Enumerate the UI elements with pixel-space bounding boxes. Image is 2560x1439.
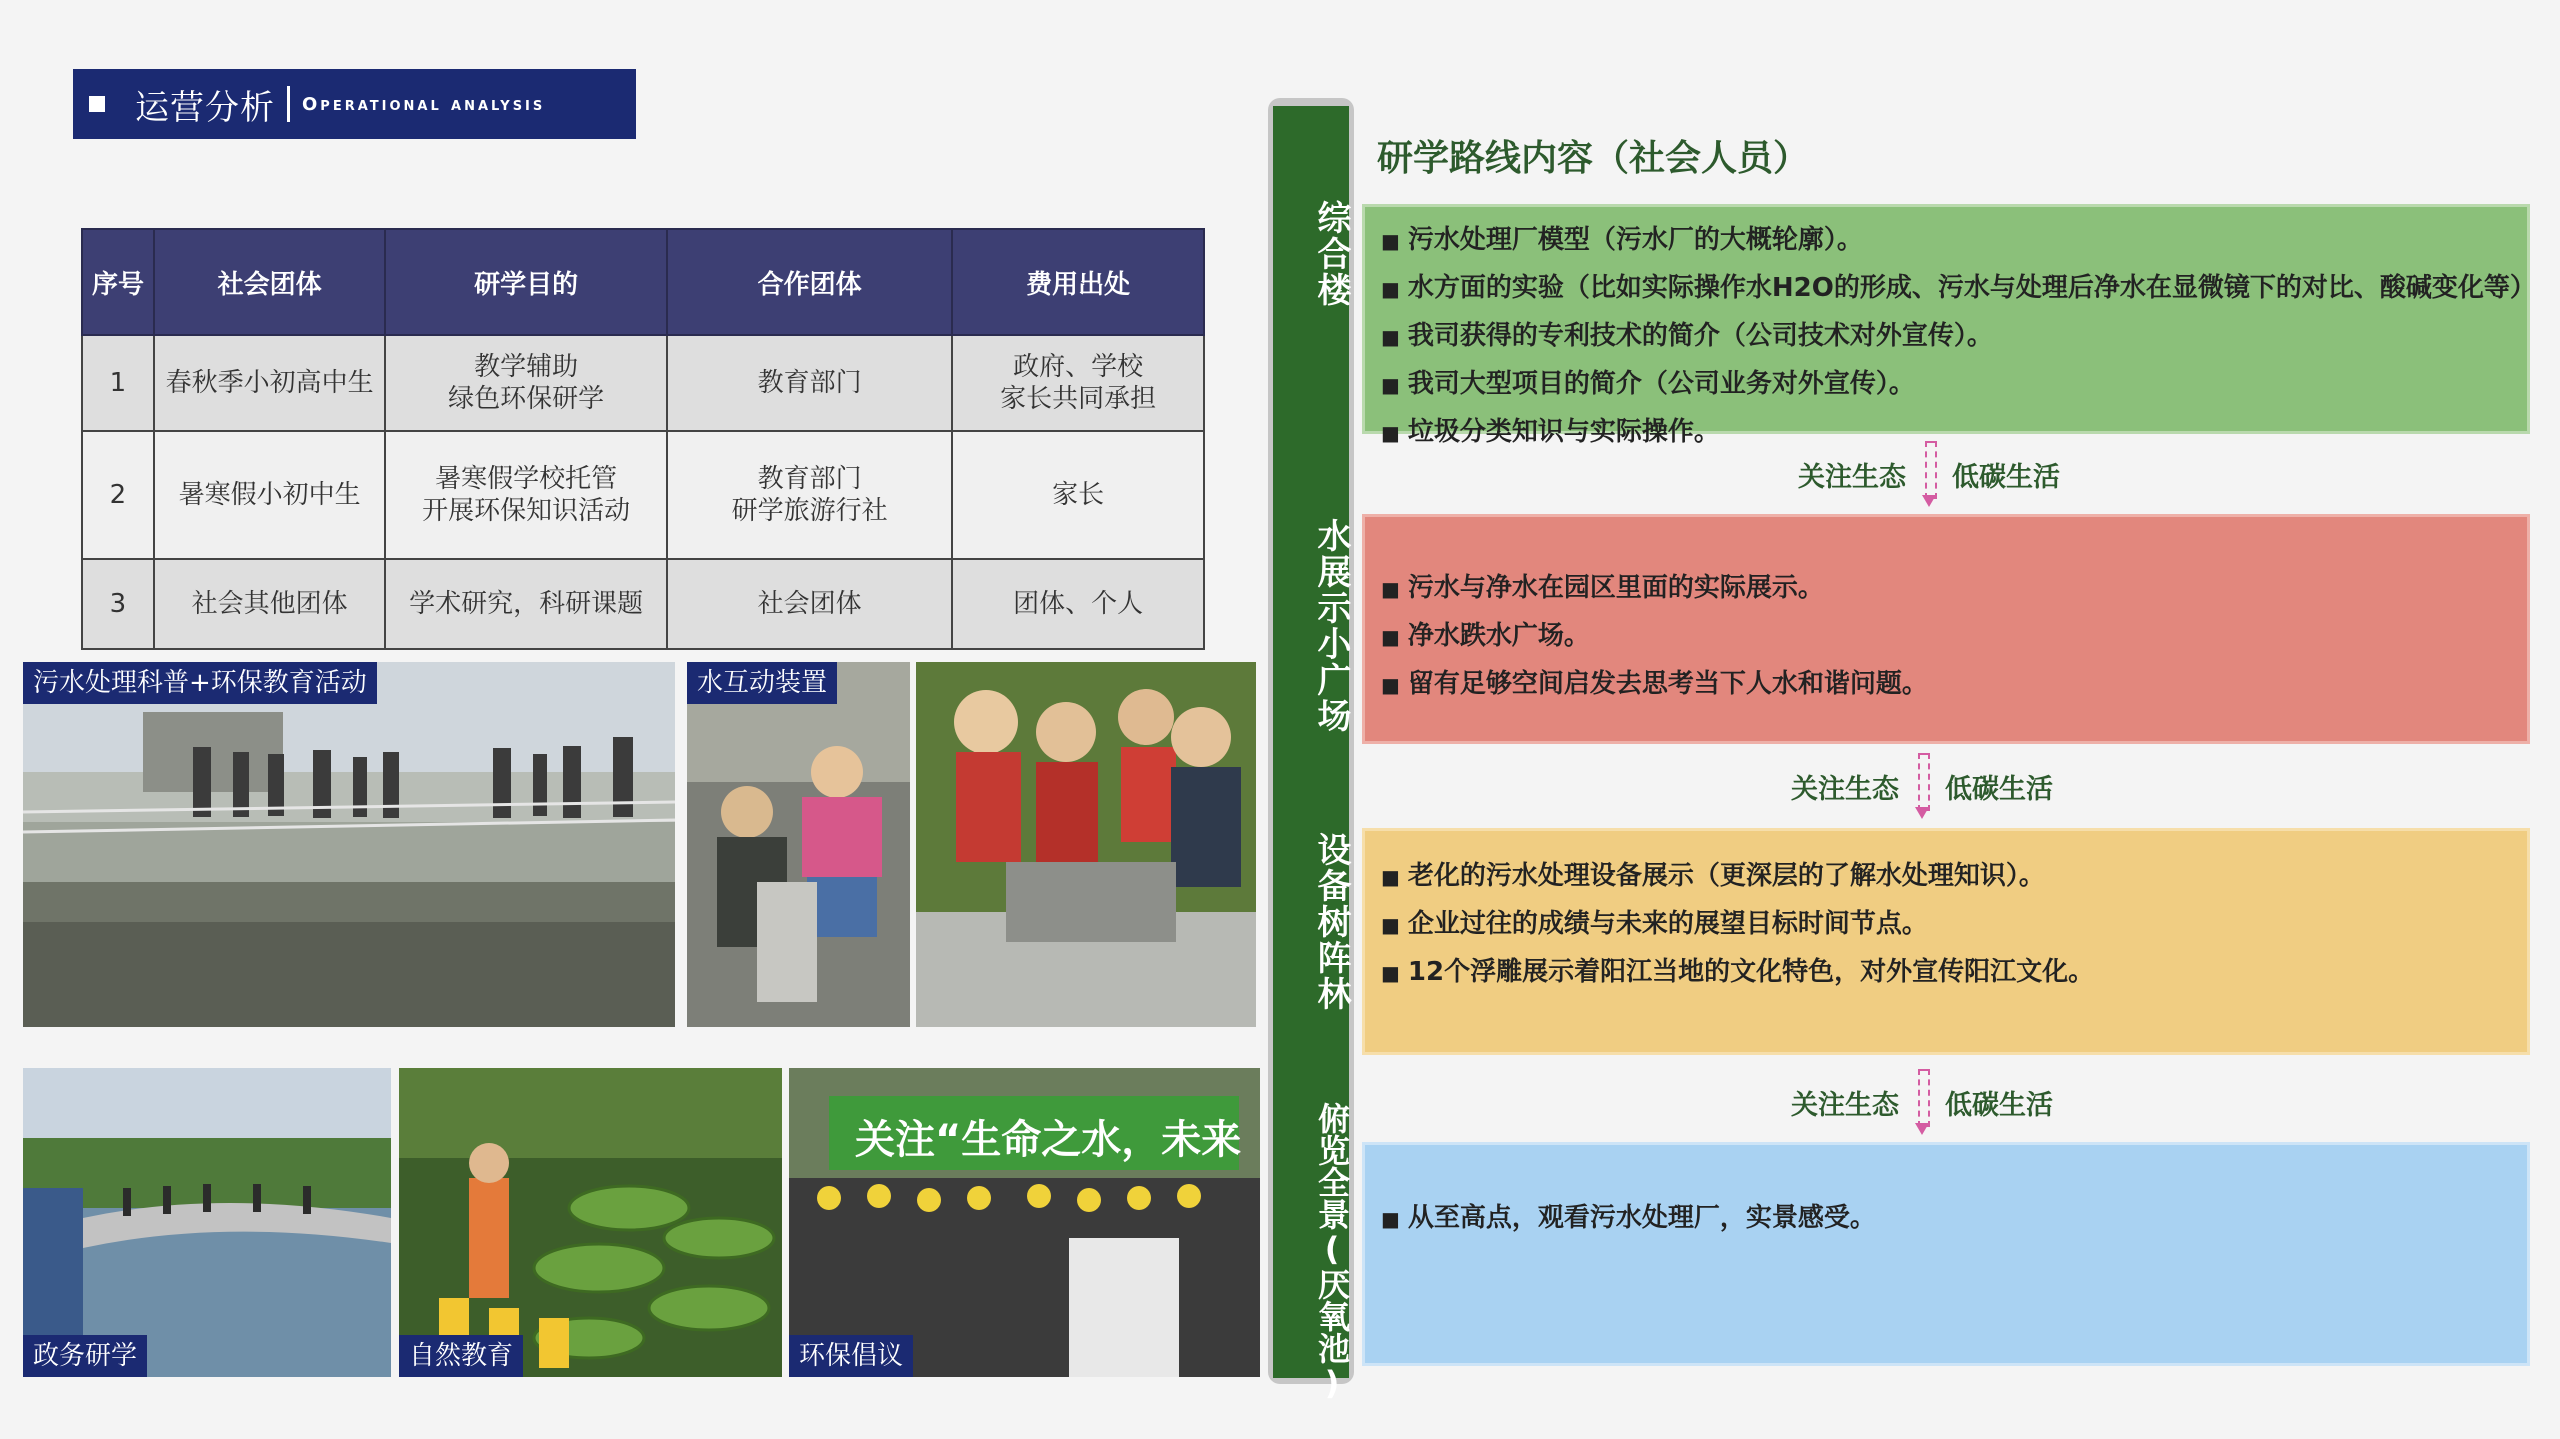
- girls-water-image: [916, 662, 1256, 1027]
- stop-label-building: 综合楼: [1311, 200, 1351, 308]
- list-item: ■ 我司获得的专利技术的简介（公司技术对外宣传）。: [1381, 313, 2511, 361]
- table-cell: 学术研究，科研课题: [385, 559, 667, 649]
- table-cell: 政府、学校 家长共同承担: [952, 335, 1204, 431]
- table-cell: 社会其他团体: [154, 559, 386, 649]
- table-cell: 暑寒假学校托管 开展环保知识活动: [385, 431, 667, 559]
- list-item: ■ 从至高点，观看污水处理厂，实景感受。: [1381, 1195, 2511, 1243]
- gov-study-photo: [23, 1068, 391, 1377]
- connector-3: [1791, 1069, 2053, 1135]
- connector-left-text: 关注生态: [1791, 773, 1899, 805]
- page-subtitle: Operational analysis: [302, 93, 546, 115]
- connector-2: [1791, 753, 2053, 819]
- connector-right-text: 低碳生活: [1952, 461, 2060, 493]
- connector-right-text: 低碳生活: [1945, 1089, 2053, 1121]
- list-item: ■ 水方面的实验（比如实际操作水H2O的形成、污水与处理后净水在显微镜下的对比、酸碱变化等）: [1381, 265, 2511, 313]
- sewage-plant-image: [23, 662, 675, 1027]
- table-cell: 3: [82, 559, 154, 649]
- down-arrow-icon: [1922, 441, 1936, 507]
- red-panel: [1362, 514, 2530, 744]
- table-cell: 团体、个人: [952, 559, 1204, 649]
- table-cell: 暑寒假小初中生: [154, 431, 386, 559]
- table-cell: 教育部门: [667, 335, 952, 431]
- page-title: 运营分析: [135, 87, 275, 128]
- list-item: ■ 留有足够空间启发去思考当下人水和谐问题。: [1381, 661, 2511, 709]
- list-item: ■ 12个浮雕展示着阳江当地的文化特色，对外宣传阳江文化。: [1381, 949, 2511, 997]
- connector-left-text: 关注生态: [1791, 1089, 1899, 1121]
- blue-panel: [1362, 1142, 2530, 1366]
- table-header-row: [82, 229, 1204, 335]
- table-row: [82, 335, 1204, 431]
- list-item: ■ 垃圾分类知识与实际操作。: [1381, 409, 2511, 457]
- stop-label-equipment-grove: 设备树阵林: [1311, 832, 1351, 1012]
- banner-text: 关注“生命之水，未来: [855, 1117, 1242, 1163]
- list-item: ■ 污水与净水在园区里面的实际展示。: [1381, 565, 2511, 613]
- route-title: 研学路线内容（社会人员）: [1377, 138, 1810, 179]
- connector-right-text: 低碳生活: [1945, 773, 2053, 805]
- list-item: ■ 净水跌水广场。: [1381, 613, 2511, 661]
- eco-advocacy-photo: [789, 1068, 1260, 1377]
- river-walk-image: [23, 1068, 391, 1377]
- study-groups-table: [81, 228, 1205, 650]
- water-device-photo-2: [916, 662, 1256, 1027]
- title-divider: [287, 86, 290, 122]
- table-row: [82, 559, 1204, 649]
- table-cell: 1: [82, 335, 154, 431]
- stop-label-plaza: 水展示小广场: [1311, 518, 1351, 734]
- list-item: ■ 老化的污水处理设备展示（更深层的了解水处理知识）。: [1381, 853, 2511, 901]
- green-panel: [1362, 204, 2536, 447]
- down-arrow-icon: [1915, 753, 1929, 819]
- nature-education-photo: [399, 1068, 782, 1377]
- water-device-photo-1: [687, 662, 910, 1027]
- list-item: ■ 我司大型项目的简介（公司业务对外宣传）。: [1381, 361, 2511, 409]
- table-cell: 社会团体: [667, 559, 952, 649]
- table-header: 合作团体: [667, 229, 952, 335]
- table-header: 研学目的: [385, 229, 667, 335]
- table-header: 社会团体: [154, 229, 386, 335]
- connector-1: [1798, 441, 2060, 507]
- table-cell: 2: [82, 431, 154, 559]
- yellow-panel: [1362, 828, 2530, 1055]
- table-cell: 家长: [952, 431, 1204, 559]
- photo-caption: 污水处理科普+环保教育活动: [23, 662, 377, 704]
- table-header: 序号: [82, 229, 154, 335]
- connector-left-text: 关注生态: [1798, 461, 1906, 493]
- table-header: 费用出处: [952, 229, 1204, 335]
- table-cell: 教育部门 研学旅游行社: [667, 431, 952, 559]
- down-arrow-icon: [1915, 1069, 1929, 1135]
- photo-caption: 自然教育: [399, 1335, 523, 1377]
- photo-caption: 环保倡议: [789, 1335, 913, 1377]
- table-cell: 教学辅助 绿色环保研学: [385, 335, 667, 431]
- table-cell: 春秋季小初高中生: [154, 335, 386, 431]
- photo-caption: 政务研学: [23, 1335, 147, 1377]
- page-title-bar: [73, 69, 636, 139]
- children-water-image: [687, 662, 910, 1027]
- lotus-pond-image: [399, 1068, 782, 1377]
- photo-caption: 水互动装置: [687, 662, 837, 704]
- table-row: [82, 431, 1204, 559]
- list-item: ■ 污水处理厂模型（污水厂的大概轮廓）。: [1381, 217, 2511, 265]
- sewage-plant-photo: [23, 662, 675, 1027]
- list-item: ■ 企业过往的成绩与未来的展望目标时间节点。: [1381, 901, 2511, 949]
- title-square-icon: [89, 96, 105, 112]
- stop-label-overview: 俯览全景(厌氧池): [1313, 1102, 1351, 1402]
